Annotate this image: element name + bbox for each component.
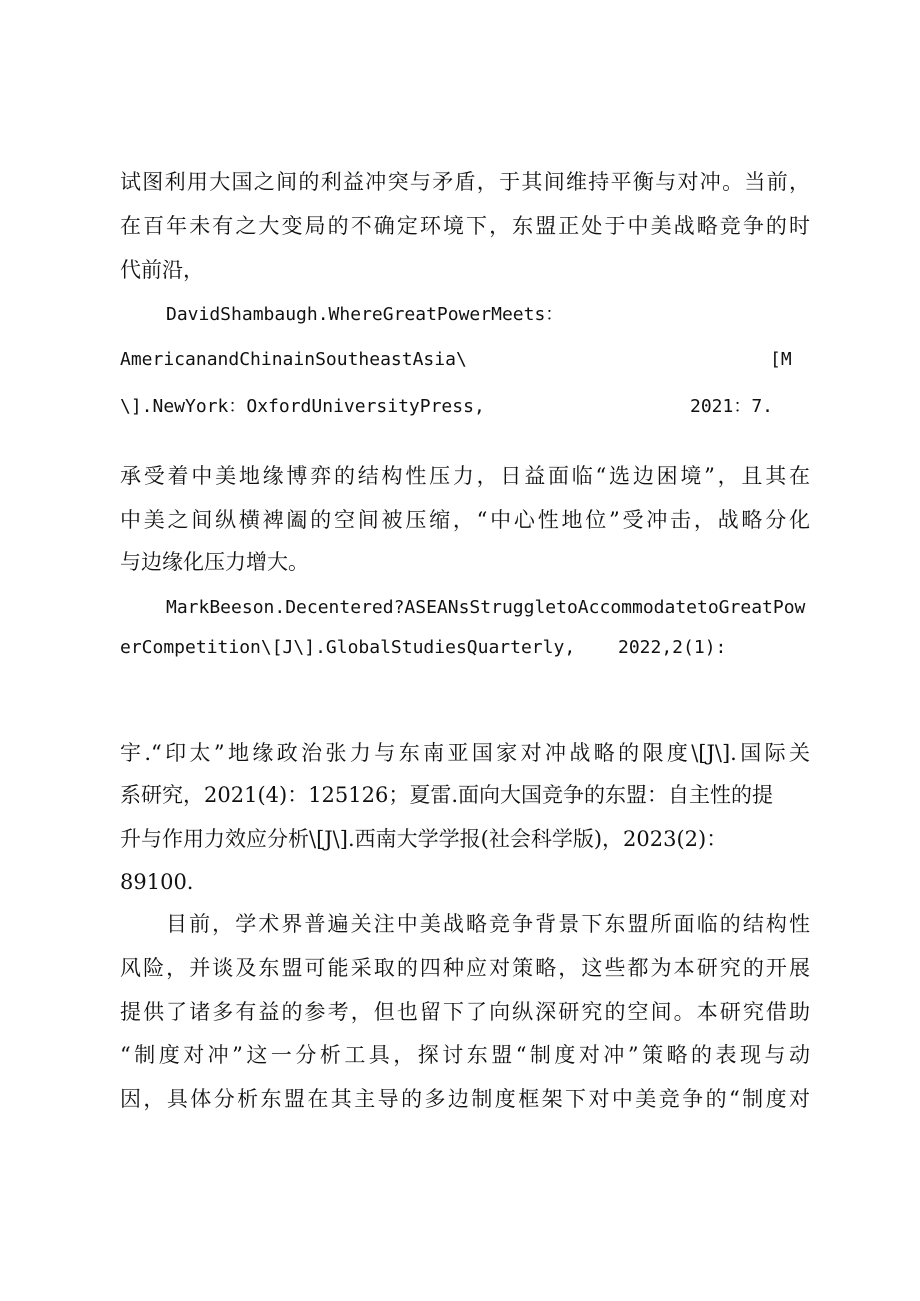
body-text-line: 提供了诸多有益的参考，但也留下了向纵深研究的空间。本研究借助 [120, 1000, 810, 1024]
footnote-line: 2021：7. [690, 396, 774, 417]
footnote-line: erCompetition\[J\].GlobalStudiesQuarterly, [120, 637, 576, 658]
footnote-line: DavidShambaugh.WhereGreatPowerMeets： [166, 304, 564, 325]
footnote-line: AmericanandChinainSoutheastAsia\ [120, 349, 467, 370]
body-text-line: 升与作用力效应分析\[J\].西南大学学报(社会科学版)，2023(2)： [120, 827, 728, 851]
body-text-line: 宇.“印太”地缘政治张力与东南亚国家对冲战略的限度\[J\].国际关 [120, 741, 810, 765]
footnote-line: \].NewYork：OxfordUniversityPress, [120, 396, 485, 417]
body-text-line: 中美之间纵横裨阖的空间被压缩，“中心性地位”受冲击，战略分化 [120, 508, 810, 532]
body-text-line: 目前，学术界普遍关注中美战略竞争背景下东盟所面临的结构性 [166, 912, 810, 936]
body-text-line: 因，具体分析东盟在其主导的多边制度框架下对中美竞争的“制度对 [120, 1087, 810, 1111]
body-text-line: 与边缘化压力增大。 [120, 550, 309, 574]
body-text-line: 承受着中美地缘博弈的结构性压力，日益面临“选边困境”，且其在 [120, 464, 810, 488]
body-text-line: “制度对冲”这一分析工具，探讨东盟“制度对冲”策略的表现与动 [120, 1043, 810, 1067]
footnote-line: MarkBeeson.Decentered?ASEANsStruggletoAccommodatetoGreatPow [166, 597, 806, 618]
body-text-line: 试图利用大国之间的利益冲突与矛盾，于其间维持平衡与对冲。当前， [120, 170, 810, 194]
footnote-line: [M [770, 349, 792, 370]
body-text-line: 代前沿， [120, 258, 204, 282]
body-text-line: 风险，并谈及东盟可能采取的四种应对策略，这些都为本研究的开展 [120, 956, 810, 980]
body-text-line: 在百年未有之大变局的不确定环境下，东盟正处于中美战略竞争的时 [120, 214, 810, 238]
footnote-line: 2022,2(1): [618, 637, 727, 658]
body-text-line: 系研究，2021(4)：125126；夏雷.面向大国竞争的东盟：自主性的提 [120, 783, 774, 807]
body-text-line: 89100. [120, 870, 194, 894]
